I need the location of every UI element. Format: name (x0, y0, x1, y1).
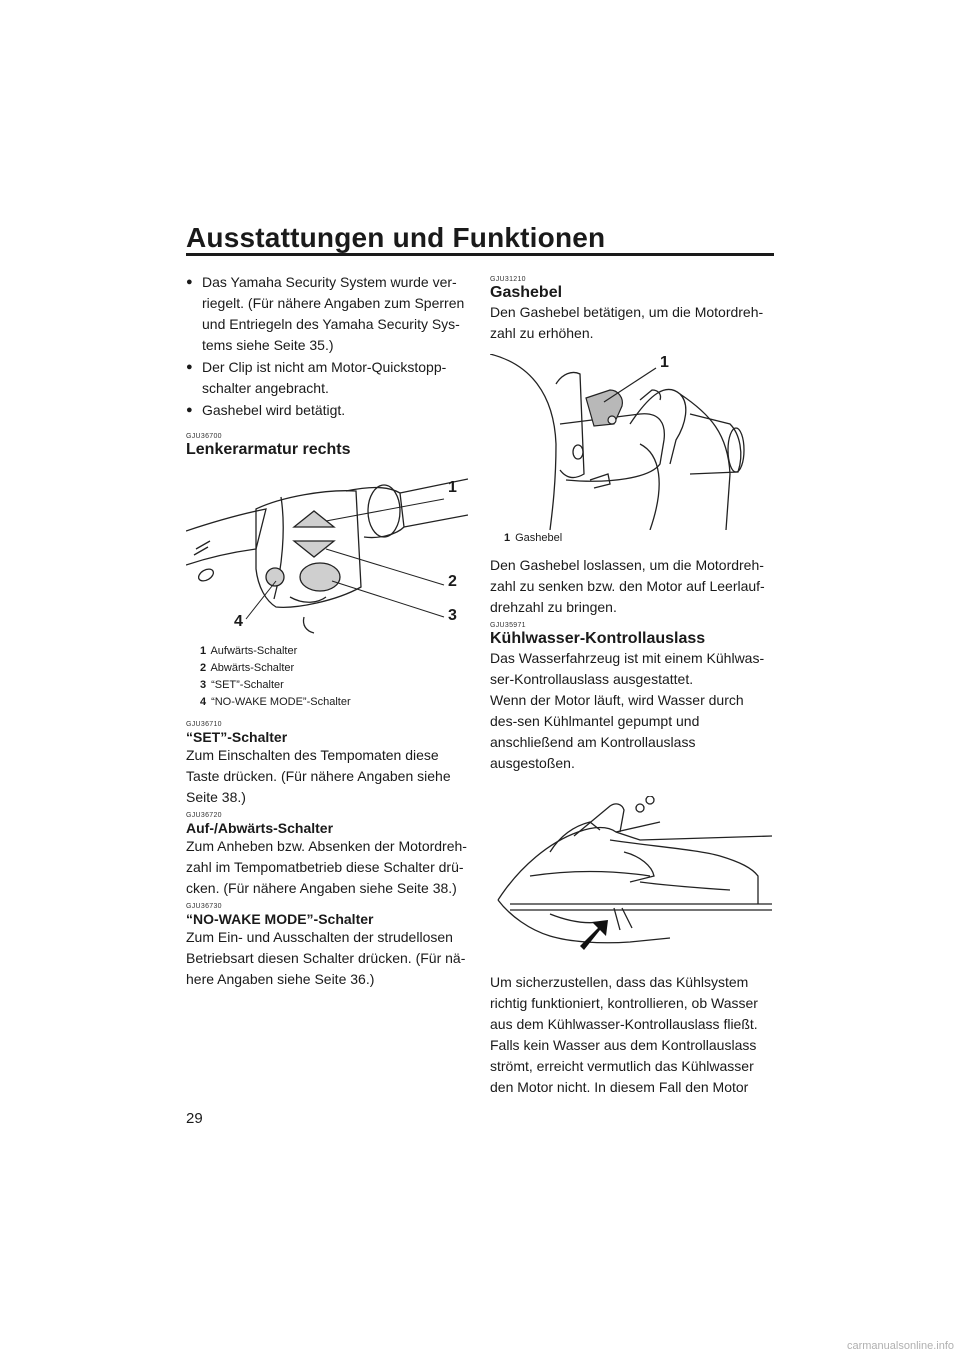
section-heading: Auf-/Abwärts-Schalter (186, 820, 334, 836)
section-code: GJU36710 (186, 721, 222, 728)
section-code: GJU36730 (186, 903, 222, 910)
section-code: GJU35971 (490, 622, 526, 629)
section-text: Das Wasserfahrzeug ist mit einem Kühlwas-ser-Kontrollauslass ausgestattet. (490, 650, 765, 687)
legend-item: 3 “SET”-Schalter (200, 679, 284, 691)
page-number: 29 (186, 1110, 203, 1127)
bullet-item: ● Gashebel wird betätigt. (186, 400, 468, 421)
section-text: Zum Anheben bzw. Absenken der Motordreh-zahl im Tempomatbetrieb diese Schalter drü-cken. (Für nähere Angaben siehe Seite 38.) (186, 838, 467, 896)
section-code: GJU36700 (186, 433, 222, 440)
section-code: GJU31210 (490, 276, 526, 283)
section-heading: “SET”-Schalter (186, 729, 288, 745)
figure-legend (186, 643, 468, 711)
legend-item: 1 Aufwärts-Schalter (200, 645, 298, 657)
right-column (490, 272, 772, 1098)
throttle-lever-figure (490, 354, 772, 530)
section-text: Zum Ein- und Ausschalten der strudellosen Betriebsart diesen Schalter drücken. (Für nä-here Angaben siehe Seite 36.) (186, 929, 466, 987)
callout-1: 1 (448, 479, 457, 496)
callout-3: 3 (448, 607, 457, 624)
bullet-item: ● Der Clip ist nicht am Motor-Quickstopp-schalter angebracht. (186, 357, 468, 399)
site-watermark: carmanualsonline.info (846, 1340, 954, 1352)
section-text: Zum Einschalten des Tempomaten diese Taste drücken. (Für nähere Angaben siehe Seite 38.) (186, 747, 451, 805)
figure-legend (490, 530, 772, 547)
callout-2: 2 (448, 573, 457, 590)
jetski-illustration (490, 796, 772, 964)
callout-4: 4 (234, 613, 243, 630)
title-rule (186, 253, 774, 256)
handlebar-switch-illustration (186, 469, 468, 637)
jetski-outlet-figure (490, 796, 772, 964)
section-heading: Gashebel (490, 284, 563, 301)
bullet-item: ● Das Yamaha Security System wurde ver-riegelt. (Für nähere Angaben zum Sperren und Entriegeln des Yamaha Security Sys-tems siehe Seite 35.) (186, 272, 468, 356)
section-heading: “NO-WAKE MODE”-Schalter (186, 911, 374, 927)
callout-1: 1 (660, 354, 669, 371)
legend-item: 2 Abwärts-Schalter (200, 662, 295, 674)
section-heading: Kühlwasser-Kontrollauslass (490, 630, 706, 647)
section-code: GJU36720 (186, 812, 222, 819)
handlebar-switch-figure (186, 469, 468, 637)
section-text: Wenn der Motor läuft, wird Wasser durch des-sen Kühlmantel gepumpt und anschließend am Kontrollauslass ausgestoßen. (490, 692, 744, 771)
section-text: Den Gashebel betätigen, um die Motordreh-zahl zu erhöhen. (490, 304, 764, 341)
throttle-lever-illustration (490, 354, 772, 530)
section-heading: Lenkerarmatur rechts (186, 441, 351, 458)
legend-item: 1 Gashebel (504, 532, 563, 544)
section-text: Den Gashebel loslassen, um die Motordreh-zahl zu senken bzw. den Motor auf Leerlauf-drehzahl zu bringen. (490, 557, 765, 615)
left-column (186, 272, 468, 990)
section-text: Um sicherzustellen, dass das Kühlsystem richtig funktioniert, kontrollieren, ob Wasser aus dem Kühlwasser-Kontrollauslass fließt. Falls kein Wasser aus dem Kontrollauslass strömt, erreicht vermutlich das Kühlwasser den Motor nicht. In diesem Fall den Motor (490, 974, 758, 1095)
page-title: Ausstattungen und Funktionen (186, 222, 606, 253)
legend-item: 4 “NO-WAKE MODE”-Schalter (200, 696, 351, 708)
